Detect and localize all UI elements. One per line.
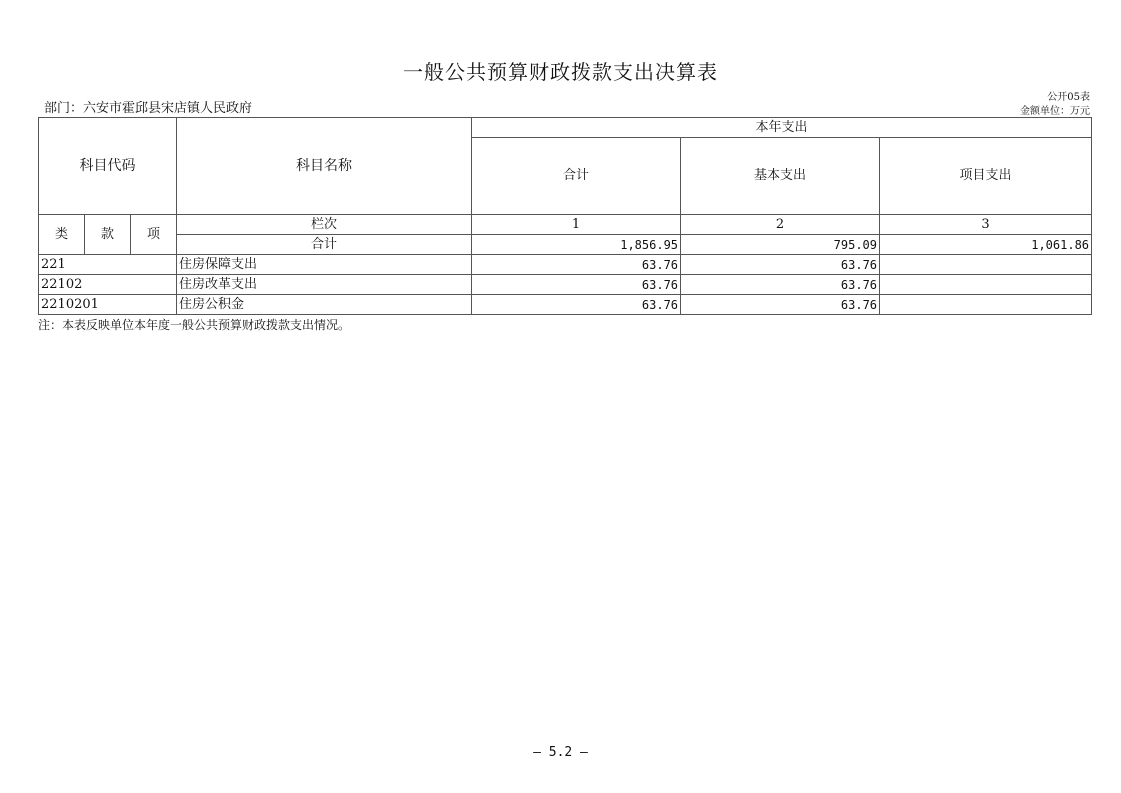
row-name: 住房保障支出 bbox=[177, 255, 472, 275]
total-label: 合计 bbox=[177, 235, 472, 255]
header-kuan: 款 bbox=[85, 215, 131, 255]
total-project: 1,061.86 bbox=[880, 235, 1092, 255]
amount-unit: 金额单位：万元 bbox=[1020, 106, 1090, 117]
row-project bbox=[880, 255, 1092, 275]
table-row bbox=[39, 275, 1092, 295]
department-label: 部门：六安市霍邱县宋店镇人民政府 bbox=[44, 101, 253, 116]
row-code: 22102 bbox=[39, 275, 177, 295]
total-amount: 1,856.95 bbox=[472, 235, 681, 255]
row-basic: 63.76 bbox=[681, 295, 880, 315]
row-basic: 63.76 bbox=[681, 255, 880, 275]
column-index-3: 3 bbox=[880, 215, 1092, 235]
total-basic: 795.09 bbox=[681, 235, 880, 255]
header-xiang: 项 bbox=[131, 215, 177, 255]
row-name: 住房改革支出 bbox=[177, 275, 472, 295]
page-title: 一般公共预算财政拨款支出决算表 bbox=[403, 60, 718, 84]
row-total: 63.76 bbox=[472, 295, 681, 315]
header-subject-name: 科目名称 bbox=[177, 118, 472, 215]
row-total: 63.76 bbox=[472, 275, 681, 295]
row-code: 2210201 bbox=[39, 295, 177, 315]
table-note: 注：本表反映单位本年度一般公共预算财政拨款支出情况。 bbox=[38, 318, 351, 332]
header-total: 合计 bbox=[472, 138, 681, 215]
row-name: 住房公积金 bbox=[177, 295, 472, 315]
header-current-year: 本年支出 bbox=[472, 118, 1092, 138]
header-lei: 类 bbox=[39, 215, 85, 255]
row-code: 221 bbox=[39, 255, 177, 275]
table-row bbox=[39, 295, 1092, 315]
total-row bbox=[39, 235, 1092, 255]
table-row bbox=[39, 255, 1092, 275]
row-project bbox=[880, 275, 1092, 295]
header-column-index: 栏次 bbox=[177, 215, 472, 235]
page-number: — 5.2 — bbox=[533, 745, 588, 760]
header-subject-code: 科目代码 bbox=[39, 118, 177, 215]
header-basic: 基本支出 bbox=[681, 138, 880, 215]
column-index-1: 1 bbox=[472, 215, 681, 235]
row-total: 63.76 bbox=[472, 255, 681, 275]
row-basic: 63.76 bbox=[681, 275, 880, 295]
header-project: 项目支出 bbox=[880, 138, 1092, 215]
form-number: 公开05表 bbox=[1047, 92, 1090, 103]
column-index-2: 2 bbox=[681, 215, 880, 235]
expenditure-table bbox=[38, 117, 1092, 315]
row-project bbox=[880, 295, 1092, 315]
